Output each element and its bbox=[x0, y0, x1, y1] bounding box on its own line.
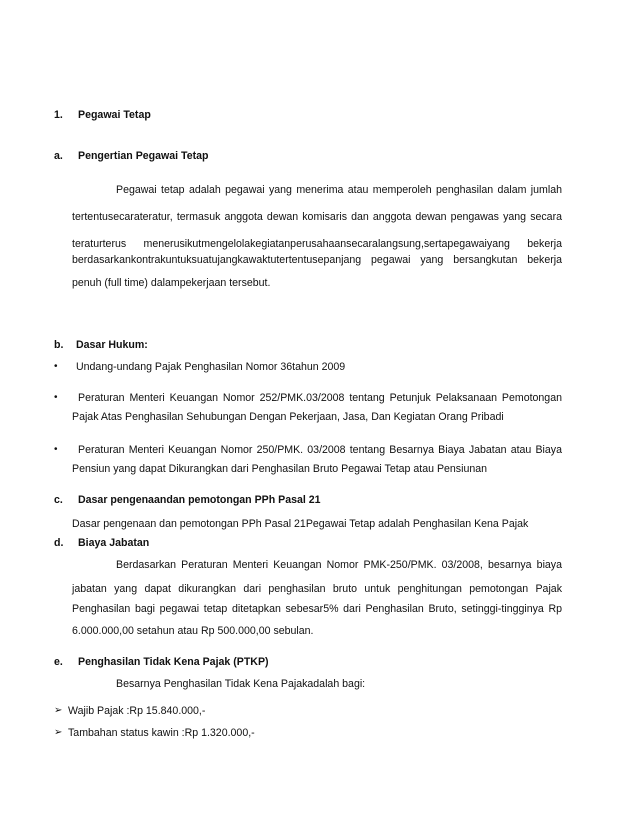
section-a-line: berdasarkankontrakuntuksuatujangkawaktutertentusepanjang pegawai yang bersangkutan bekerja bbox=[72, 254, 562, 266]
section-a-line: tertentusecarateratur, termasuk anggota dewan komisaris dan anggota dewan pengawas yang secara bbox=[72, 211, 562, 223]
section-c-marker: c. bbox=[54, 494, 63, 506]
section-e-title: Penghasilan Tidak Kena Pajak (PTKP) bbox=[78, 656, 269, 668]
arrow-bullet-icon: ➢ bbox=[54, 705, 63, 716]
bullet-icon: • bbox=[54, 361, 58, 372]
heading-number: 1. bbox=[54, 109, 63, 121]
section-d-title: Biaya Jabatan bbox=[78, 537, 150, 549]
section-d-marker: d. bbox=[54, 537, 64, 549]
ptkp-item: Tambahan status kawin :Rp 1.320.000,- bbox=[68, 727, 255, 739]
legal-basis-item-cont: Pensiun yang dapat Dikurangkan dari Penghasilan Bruto Pegawai Tetap atau Pensiunan bbox=[72, 463, 488, 475]
bullet-icon: • bbox=[54, 392, 58, 403]
bullet-icon: • bbox=[54, 444, 58, 455]
arrow-bullet-icon: ➢ bbox=[54, 727, 63, 738]
section-a-title: Pengertian Pegawai Tetap bbox=[78, 150, 209, 162]
heading-title: Pegawai Tetap bbox=[78, 109, 151, 121]
section-e-intro: Besarnya Penghasilan Tidak Kena Pajakadalah bagi: bbox=[116, 678, 366, 690]
legal-basis-item-cont: Pajak Atas Penghasilan Sehubungan Dengan Pekerjaan, Jasa, Dan Kegiatan Orang Pribadi bbox=[72, 411, 504, 423]
section-d-line: 6.000.000,00 setahun atau Rp 500.000,00 sebulan. bbox=[72, 625, 314, 637]
section-e-marker: e. bbox=[54, 656, 63, 668]
ptkp-item: Wajib Pajak :Rp 15.840.000,- bbox=[68, 705, 206, 717]
section-a-marker: a. bbox=[54, 150, 63, 162]
section-c-title: Dasar pengenaandan pemotongan PPh Pasal 21 bbox=[78, 494, 321, 506]
legal-basis-item: Peraturan Menteri Keuangan Nomor 250/PMK. 03/2008 tentang Besarnya Biaya Jabatan atau Biaya bbox=[78, 444, 562, 456]
section-a-line: teraturterus menerusikutmengelolakegiatanperusahaansecaralangsung,sertapegawaiyang bekerja bbox=[72, 238, 562, 250]
section-b-title: Dasar Hukum: bbox=[76, 339, 148, 351]
section-b-marker: b. bbox=[54, 339, 64, 351]
section-a-line: penuh (full time) dalampekerjaan tersebut. bbox=[72, 277, 271, 289]
section-c-text: Dasar pengenaan dan pemotongan PPh Pasal 21Pegawai Tetap adalah Penghasilan Kena Pajak bbox=[72, 518, 529, 530]
section-d-line: jabatan yang dapat dikurangkan dari penghasilan bruto untuk penghitungan pemotongan Pajak bbox=[72, 583, 562, 595]
legal-basis-item: Undang-undang Pajak Penghasilan Nomor 36tahun 2009 bbox=[76, 361, 346, 373]
section-d-line: Berdasarkan Peraturan Menteri Keuangan Nomor PMK-250/PMK. 03/2008, besarnya biaya bbox=[116, 559, 562, 571]
section-a-line: Pegawai tetap adalah pegawai yang menerima atau memperoleh penghasilan dalam jumlah bbox=[116, 184, 562, 196]
legal-basis-item: Peraturan Menteri Keuangan Nomor 252/PMK.03/2008 tentang Petunjuk Pelaksanaan Pemotongan bbox=[78, 392, 562, 404]
section-d-line: Penghasilan bagi pegawai tetap ditetapkan sebesar5% dari Penghasilan Bruto, setinggi-tingginya Rp bbox=[72, 603, 562, 615]
